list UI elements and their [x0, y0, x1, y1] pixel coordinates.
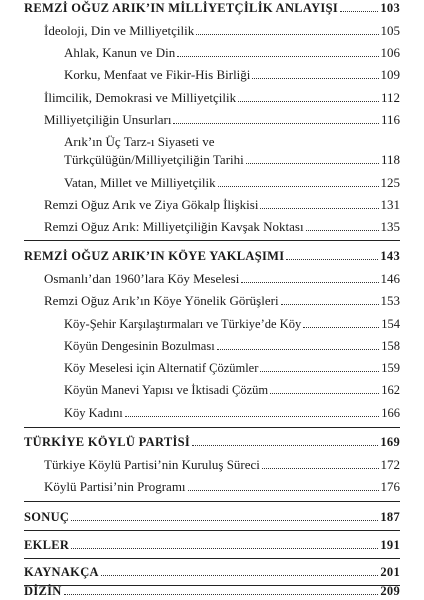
dot-leader — [246, 163, 379, 164]
toc-entry-title: Remzi Oğuz Arık ve Ziya Gökalp İlişkisi — [44, 197, 259, 212]
toc-entry-title: Ahlak, Kanun ve Din — [64, 45, 176, 60]
toc-entry-chapter-milliyetcilik[interactable] — [0, 0, 424, 16]
toc-entry-page: 172 — [380, 457, 400, 472]
dot-leader — [252, 78, 378, 79]
section-divider — [24, 501, 400, 502]
toc-entry-page: 209 — [380, 584, 400, 598]
toc-entry-title: REMZİ OĞUZ ARIK’IN MİLLİYETÇİLİK ANLAYIŞI — [24, 1, 338, 15]
dot-leader — [260, 371, 379, 372]
toc-entry-title: SONUÇ — [24, 510, 70, 524]
toc-entry-osmanli[interactable] — [0, 269, 424, 287]
toc-entry-ideoloji[interactable] — [0, 21, 424, 39]
toc-entry-chapter-koy[interactable] — [0, 246, 424, 264]
dot-leader — [188, 490, 379, 491]
toc-entry-title: Milliyetçiliğin Unsurları — [44, 112, 172, 127]
toc-entry-page: 118 — [380, 152, 400, 167]
toc-entry-page: 125 — [380, 175, 400, 190]
dot-leader — [218, 186, 379, 187]
section-divider — [24, 427, 400, 428]
dot-leader — [125, 416, 380, 417]
toc-entry-title: Türkiye Köylü Partisi’nin Kuruluş Süreci — [44, 457, 260, 472]
toc-entry-page: 112 — [380, 90, 400, 105]
toc-entry-page: 162 — [381, 383, 400, 397]
dot-leader — [64, 594, 379, 595]
toc-entry-page: 105 — [380, 23, 400, 38]
toc-entry-title: REMZİ OĞUZ ARIK’IN KÖYE YAKLAŞIMI — [24, 249, 285, 263]
toc-entry-korku[interactable] — [0, 65, 424, 83]
dot-leader — [192, 445, 378, 446]
toc-entry-kurulus[interactable] — [0, 455, 424, 473]
toc-entry-vatan[interactable] — [0, 173, 424, 191]
toc-entry-title: Köy-Şehir Karşılaştırmaları ve Türkiye’de Köy — [64, 317, 302, 331]
toc-entry-title: İlimcilik, Demokrasi ve Milliyetçilik — [44, 90, 237, 105]
toc-entry-title: Köylü Partisi’nin Programı — [44, 479, 186, 494]
toc-entry-page: 191 — [380, 538, 400, 552]
toc-entry-title: DİZİN — [24, 584, 62, 598]
toc-entry-kaynakca[interactable] — [0, 562, 424, 580]
toc-entry-kadin[interactable] — [0, 403, 424, 421]
toc-entry-denge[interactable] — [0, 336, 424, 354]
toc-entry-unsurlari[interactable] — [0, 110, 424, 128]
toc-entry-page: 154 — [381, 317, 400, 331]
toc-entry-ahlak[interactable] — [0, 43, 424, 61]
section-divider — [24, 558, 400, 559]
dot-leader — [303, 327, 379, 328]
toc-entry-sonuc[interactable] — [0, 507, 424, 525]
toc-entry-page: 131 — [380, 197, 400, 212]
toc-entry-chapter-parti[interactable] — [0, 432, 424, 450]
toc-entry-uc-tarz-line1[interactable] — [0, 132, 424, 150]
toc-entry-title: EKLER — [24, 538, 70, 552]
toc-entry-page: 116 — [380, 112, 400, 127]
toc-entry-page: 135 — [380, 219, 400, 234]
toc-entry-page: 103 — [380, 1, 400, 15]
dot-leader — [241, 282, 378, 283]
dot-leader — [173, 123, 379, 124]
dot-leader — [270, 393, 379, 394]
dot-leader — [71, 520, 378, 521]
toc-entry-title: Köy Meselesi için Alternatif Çözümler — [64, 361, 259, 375]
dot-leader — [286, 259, 378, 260]
toc-entry-program[interactable] — [0, 477, 424, 495]
dot-leader — [260, 208, 378, 209]
toc-entry-page: 176 — [380, 479, 400, 494]
dot-leader — [71, 548, 378, 549]
dot-leader — [306, 230, 379, 231]
toc-entry-alternatif[interactable] — [0, 358, 424, 376]
toc-entry-title: Türkçülüğün/Milliyetçiliğin Tarihi — [64, 152, 244, 167]
toc-entry-gorusleri[interactable] — [0, 291, 424, 309]
toc-entry-title: İdeoloji, Din ve Milliyetçilik — [44, 23, 195, 38]
dot-leader — [196, 34, 378, 35]
toc-entry-gokalp[interactable] — [0, 195, 424, 213]
toc-entry-page: 166 — [381, 406, 400, 420]
section-divider — [24, 240, 400, 241]
toc-entry-uc-tarz[interactable] — [0, 150, 424, 168]
toc-entry-title: Korku, Menfaat ve Fikir-His Birliği — [64, 67, 251, 82]
toc-entry-page: 159 — [381, 361, 400, 375]
toc-entry-title: Remzi Oğuz Arık: Milliyetçiliğin Kavşak Noktası — [44, 219, 304, 234]
toc-entry-title: Vatan, Millet ve Milliyetçilik — [64, 175, 216, 190]
dot-leader — [238, 101, 379, 102]
dot-leader — [281, 304, 379, 305]
toc-entry-title: Osmanlı’dan 1960’lara Köy Meselesi — [44, 271, 240, 286]
toc-entry-page: 146 — [380, 271, 400, 286]
toc-entry-koy-sehir[interactable] — [0, 314, 424, 332]
toc-entry-title: Remzi Oğuz Arık’ın Köye Yönelik Görüşleri — [44, 293, 279, 308]
toc-entry-dizin[interactable] — [0, 583, 424, 599]
toc-entry-page: 158 — [381, 339, 400, 353]
toc-entry-manevi[interactable] — [0, 380, 424, 398]
toc-entry-page: 143 — [380, 249, 400, 263]
section-divider — [24, 530, 400, 531]
dot-leader — [101, 575, 378, 576]
dot-leader — [217, 349, 380, 350]
toc-entry-title: TÜRKİYE KÖYLÜ PARTİSİ — [24, 435, 191, 449]
toc-entry-page: 187 — [380, 510, 400, 524]
toc-entry-title: Köyün Manevi Yapısı ve İktisadi Çözüm — [64, 383, 269, 397]
dot-leader — [262, 468, 379, 469]
dot-leader — [177, 56, 378, 57]
toc-entry-page: 106 — [380, 45, 400, 60]
toc-entry-page: 153 — [380, 293, 400, 308]
dot-leader — [340, 11, 378, 12]
toc-entry-title: Köyün Dengesinin Bozulması — [64, 339, 215, 353]
toc-entry-page: 169 — [380, 435, 400, 449]
toc-entry-ilimcilik[interactable] — [0, 88, 424, 106]
toc-entry-kavsak[interactable] — [0, 217, 424, 235]
toc-entry-ekler[interactable] — [0, 535, 424, 553]
toc-entry-title: Köy Kadını — [64, 406, 123, 420]
toc-entry-title: Arık’ın Üç Tarz-ı Siyaseti ve — [64, 134, 215, 149]
toc-entry-title: KAYNAKÇA — [24, 565, 99, 579]
toc-entry-page: 109 — [380, 67, 400, 82]
toc-entry-page: 201 — [380, 565, 400, 579]
